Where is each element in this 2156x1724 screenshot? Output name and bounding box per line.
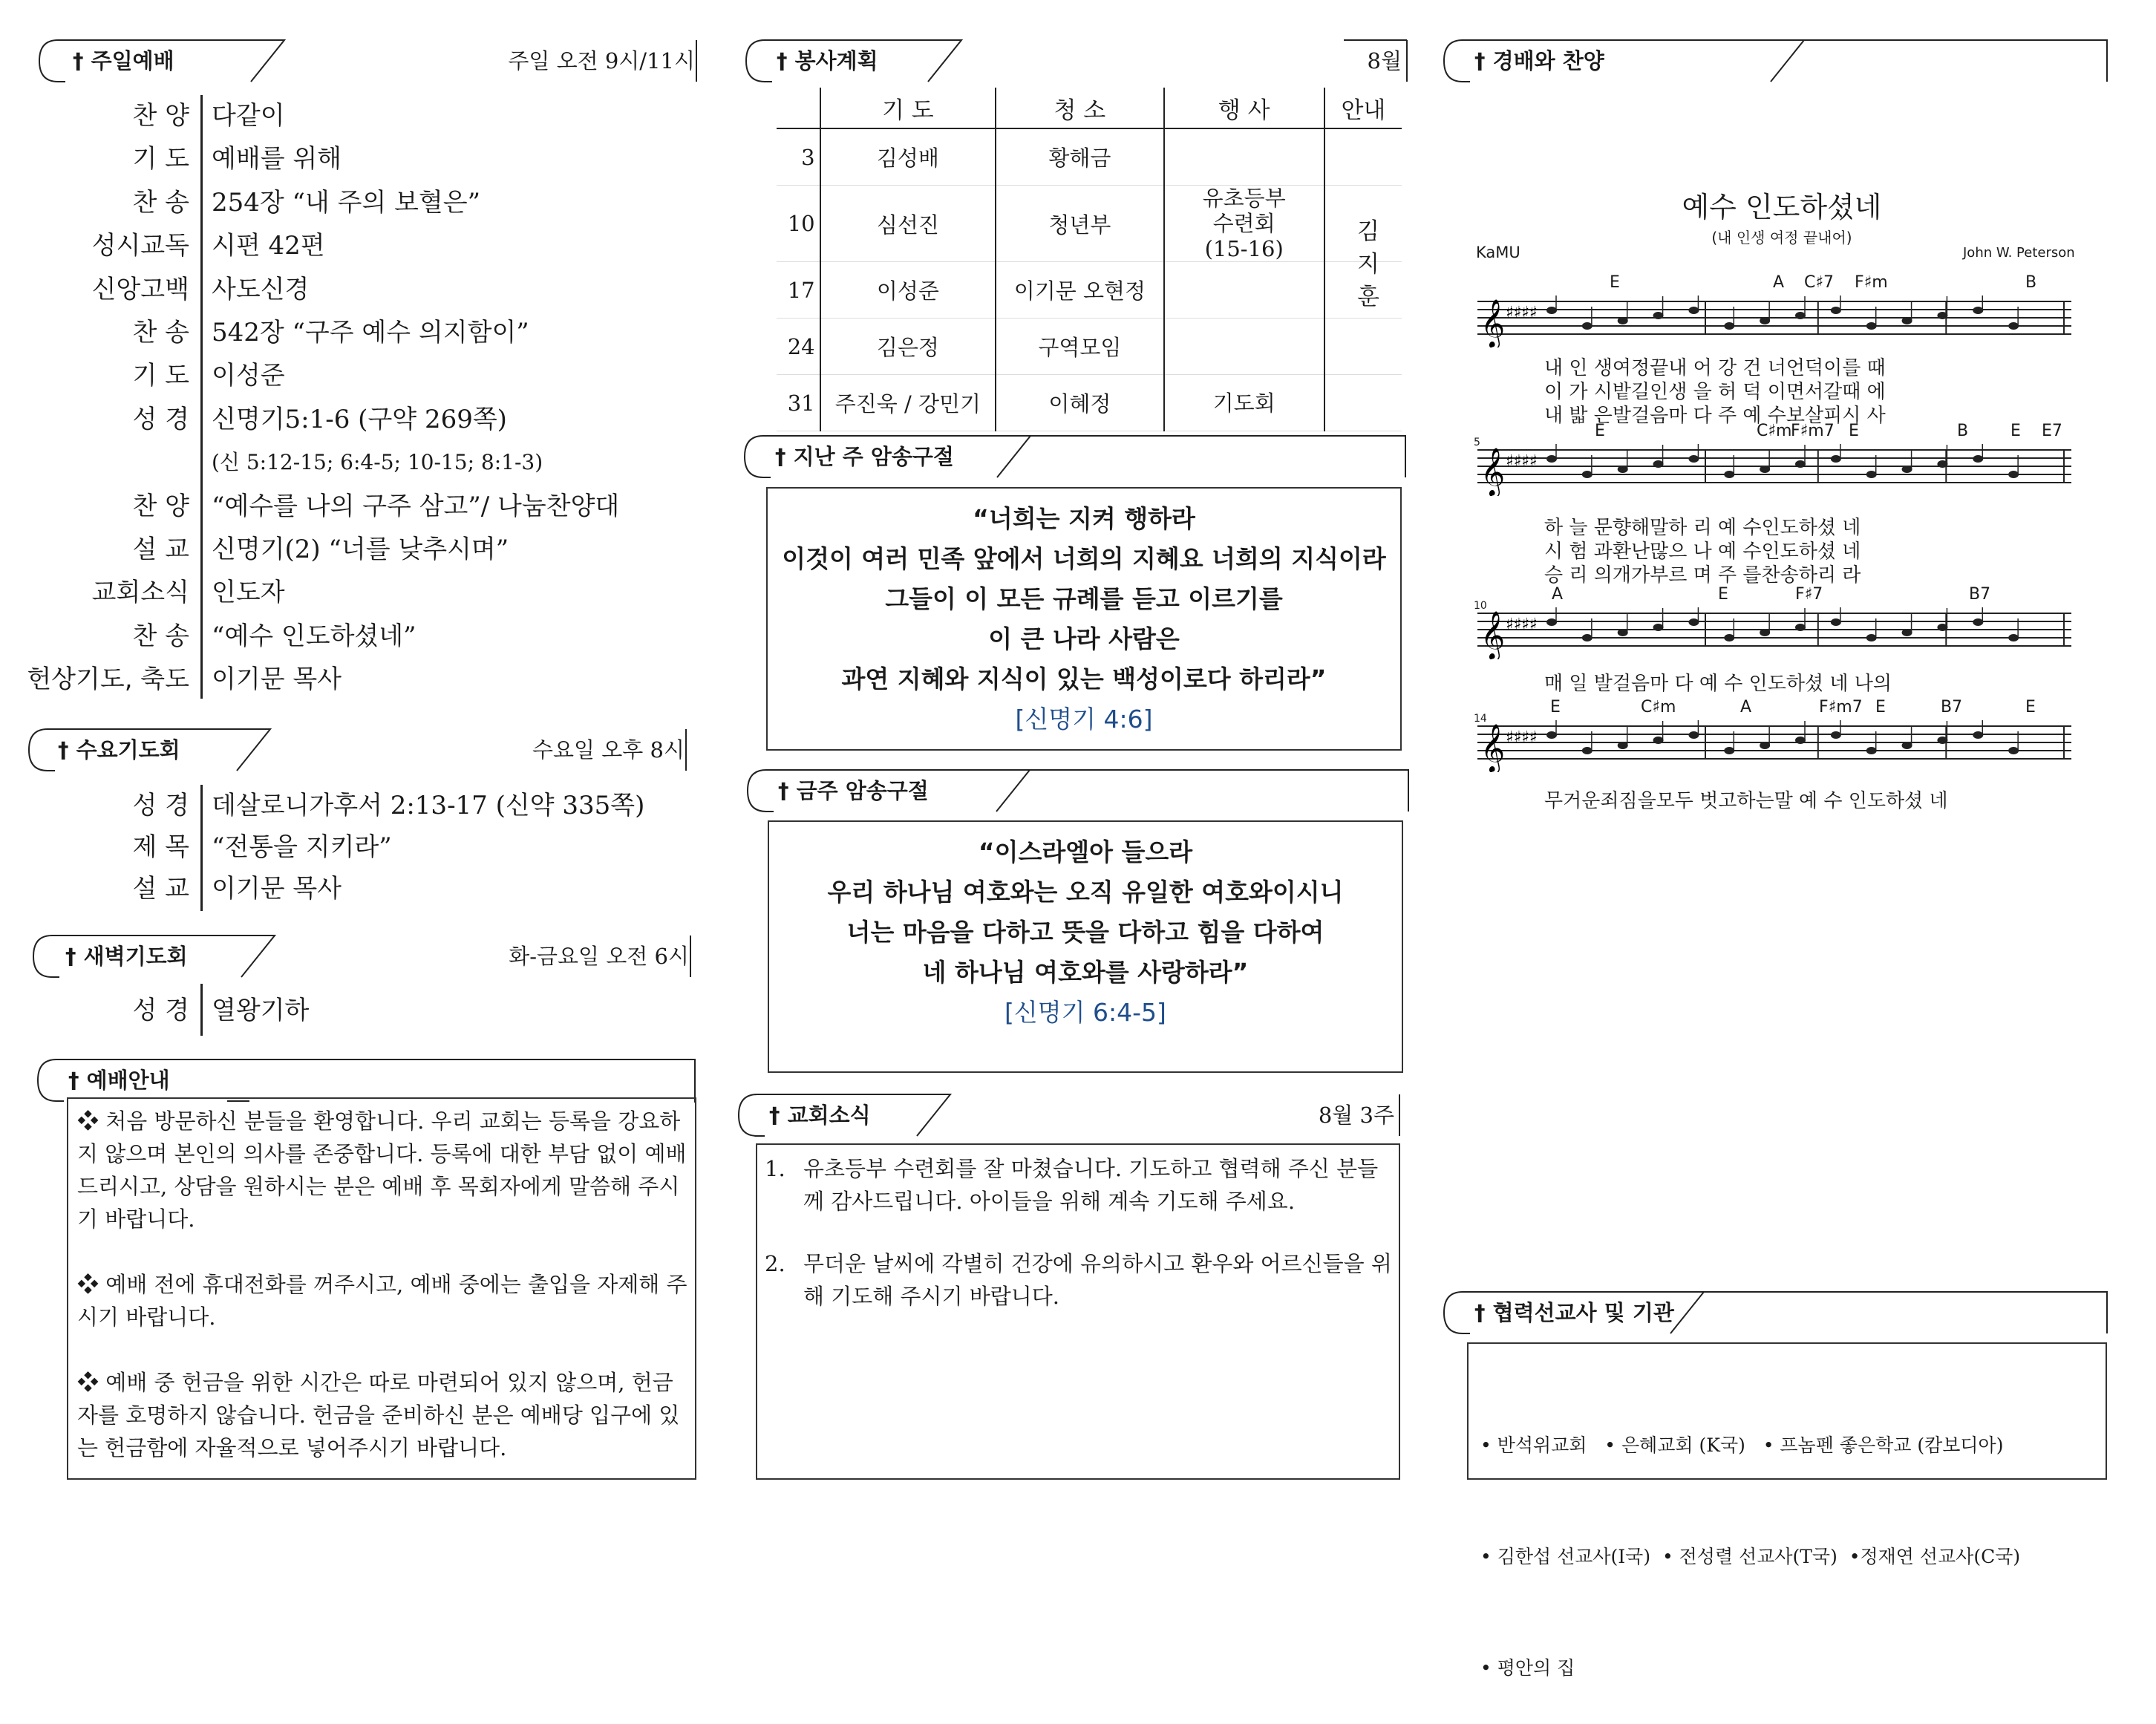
order-value: “예수 인도하셨네”: [212, 621, 416, 651]
table-row: [777, 319, 1402, 375]
service-plan-header: [742, 39, 1411, 83]
table-cell: 이혜정: [996, 375, 1163, 431]
order-label: 기 도: [132, 361, 189, 391]
order-value: 신명기(2) “너를 낮추시며”: [212, 535, 509, 564]
music-staff: [1470, 296, 2086, 347]
table-cell: 주진욱 / 강민기: [820, 375, 996, 431]
order-row: [30, 785, 645, 826]
chord-symbol: C♯m: [1641, 698, 1676, 716]
chord-symbol: F♯7: [1795, 585, 1823, 604]
verse-line: 과연 지혜와 지식이 있는 백성이로다 하리라”: [841, 665, 1327, 693]
order-value: “예수를 나의 구주 삼고”/ 나눔찬양대: [212, 491, 620, 521]
last-week-verse-header: [741, 434, 1409, 479]
col-header: 청 소: [996, 88, 1163, 128]
verse-line: 그들이 이 모든 규례를 듣고 이르기를: [885, 584, 1283, 613]
dawn-header: [30, 934, 698, 979]
order-row: [30, 182, 480, 223]
verse-line: 우리 하나님 여호와는 오직 유일한 여호와이시니: [827, 878, 1344, 907]
svg-text:𝄞: 𝄞: [1480, 611, 1506, 659]
chord-symbol: E: [1595, 422, 1605, 440]
order-label: 기 도: [132, 144, 189, 174]
order-value: 열왕기하: [212, 996, 310, 1025]
table-cell: 24: [777, 319, 820, 375]
chord-symbol: E: [1849, 422, 1859, 440]
col-header: 기 도: [820, 88, 996, 128]
order-label: 찬 양: [132, 491, 189, 521]
chord-symbol: B7: [1941, 698, 1963, 716]
item-number: 2.: [765, 1251, 785, 1276]
chord-symbol: E: [1875, 698, 1886, 716]
verse-reference: [신명기 6:4-5]: [1004, 998, 1166, 1027]
section-title: † 주일예배: [73, 48, 174, 74]
order-label: 찬 송: [132, 318, 189, 347]
order-value: (신 5:12-15; 6:4-5; 10-15; 8:1-3): [212, 450, 543, 475]
order-value: 사도신경: [212, 274, 310, 304]
last-week-verse-box: [766, 487, 1402, 751]
table-row: [777, 262, 1402, 319]
missionary-line: • 반석위교회 • 은혜교회 (K국) • 프놈펜 좋은학교 (캄보디아): [1480, 1434, 2004, 1456]
news-week: 8월 3주: [1318, 1103, 1394, 1128]
chord-symbol: A: [1552, 585, 1564, 604]
measure-number: 5: [1474, 437, 1480, 448]
order-value: 이기문 목사: [212, 665, 342, 695]
table-cell: [1164, 319, 1324, 375]
table-cell: 기도회: [1164, 375, 1324, 431]
order-value: 254장 “내 주의 보혈은”: [212, 187, 480, 218]
table-cell: 황해금: [996, 128, 1163, 186]
church-news-header: [735, 1093, 1403, 1137]
svg-text:♯♯♯♯: ♯♯♯♯: [1506, 728, 1538, 747]
table-cell: 이성준: [820, 262, 996, 319]
table-row: [777, 186, 1402, 262]
missionary-line: • 평안의 집: [1480, 1657, 1575, 1679]
order-value: 이성준: [212, 361, 285, 391]
item-number: 1.: [765, 1156, 785, 1181]
chord-symbol: E: [1610, 273, 1620, 292]
section-title: † 지난 주 암송구절: [775, 444, 954, 469]
table-cell: [1164, 262, 1324, 319]
chord-symbol: A: [1773, 273, 1785, 292]
svg-text:𝄞: 𝄞: [1480, 448, 1506, 496]
table-cell: 10: [777, 186, 820, 262]
section-time: 화-금요일 오전 6시: [509, 944, 689, 969]
section-time: 주일 오전 9시/11시: [508, 48, 695, 74]
section-title: † 수요기도회: [58, 737, 180, 763]
measure-number: 14: [1474, 713, 1487, 725]
order-label: 제 목: [132, 832, 189, 862]
order-label: 성 경: [132, 404, 189, 434]
table-cell: 3: [777, 128, 820, 186]
sunday-worship-header: [36, 39, 704, 83]
music-staff: [1470, 607, 2086, 659]
section-title: † 금주 암송구절: [778, 778, 929, 803]
worship-guide-header: [34, 1058, 702, 1103]
verse-line: 너는 마음을 다하고 뜻을 다하고 힘을 다하여: [846, 918, 1324, 947]
chord-symbol: C♯m: [1757, 422, 1792, 440]
lyric-line: 내 인 생여정끝내 어 강 건 너언덕이를 때: [1544, 357, 1886, 379]
order-row: [30, 355, 285, 396]
section-title: † 협력선교사 및 기관: [1474, 1300, 1674, 1325]
order-row: [30, 529, 509, 570]
lyric-line: 매 일 발걸음마 다 예 수 인도하셨 네 나의: [1544, 673, 1892, 695]
divider: [200, 785, 203, 911]
hymn-title: 예수 인도하셨네: [1682, 191, 1882, 223]
order-value: 이기문 목사: [212, 874, 342, 904]
chord-symbol: A: [1740, 698, 1752, 716]
order-label: 성 경: [132, 996, 189, 1025]
lyric-line: 내 밟 은발걸음마 다 주 예 수보살피시 사: [1544, 405, 1886, 427]
this-week-verse-header: [744, 768, 1412, 813]
order-row: [30, 138, 342, 180]
worship-guide-text: [77, 1105, 690, 1464]
section-title: † 새벽기도회: [65, 944, 188, 969]
table-cell: 유초등부 수련회(15-16): [1164, 186, 1324, 262]
table-cell: 이기문 오현정: [996, 262, 1163, 319]
order-row: [30, 826, 392, 868]
table-cell: 김은정: [820, 319, 996, 375]
chord-symbol: E: [2010, 422, 2021, 440]
this-week-verse-box: [768, 820, 1403, 1073]
guide-paragraph: ❖ 예배 중 헌금을 위한 시간은 따로 마련되어 있지 않으며, 헌금자를 호명하지 않습니다. 헌금을 준비하신 분은 예배당 입구에 있는 헌금함에 자율적으로 넣어주시기 바랍니다.: [77, 1370, 680, 1460]
order-value: 542장 “구주 예수 의지함이”: [212, 318, 529, 347]
order-row: [27, 659, 342, 700]
missionary-line: • 김한섭 선교사(I국) • 전성렬 선교사(T국) •정재연 선교사(C국): [1480, 1546, 2021, 1567]
verse-reference: [신명기 4:6]: [1015, 705, 1153, 734]
divider: [200, 984, 203, 1036]
missionaries-list: [1480, 1353, 2097, 1724]
table-row: [777, 128, 1402, 186]
wednesday-header: [25, 728, 693, 772]
table-cell: 17: [777, 262, 820, 319]
order-label: 교회소식: [91, 578, 189, 608]
guide-name: [1342, 215, 1394, 313]
item-text: 무더운 날씨에 각별히 건강에 유의하시고 환우와 어르신들을 위해 기도해 주시기 바랍니다.: [803, 1251, 1392, 1309]
order-row: [30, 486, 620, 527]
order-value: 신명기5:1-6 (구약 269쪽): [212, 404, 507, 434]
section-title: † 교회소식: [769, 1103, 871, 1128]
section-time: 수요일 오후 8시: [532, 737, 685, 763]
order-value: 다같이: [212, 101, 285, 131]
order-row: [30, 442, 543, 483]
chord-symbol: E7: [2042, 422, 2062, 440]
order-label: 헌상기도, 축도: [27, 665, 189, 695]
order-row: [30, 990, 310, 1031]
order-label: 찬 양: [132, 101, 189, 131]
order-value: 예배를 위해: [212, 144, 342, 174]
svg-text:♯♯♯♯: ♯♯♯♯: [1506, 616, 1538, 634]
hymn-composer: John W. Peterson: [1963, 245, 2075, 261]
list-item: [765, 1152, 1392, 1218]
lyric-line: 승 리 의개가부르 며 주 를찬송하리 라: [1544, 564, 1861, 587]
table-cell: [1324, 319, 1402, 375]
verse-line: 네 하나님 여호와를 사랑하라”: [922, 958, 1249, 987]
order-label: 찬 송: [132, 187, 189, 218]
order-label: 찬 송: [132, 621, 189, 651]
lyric-line: 무거운죄짐을모두 벗고하는말 예 수 인도하셨 네: [1544, 790, 1948, 812]
order-row: [30, 868, 342, 910]
order-label: 성시교독: [91, 231, 189, 261]
chord-symbol: F♯m7: [1791, 422, 1835, 440]
table-cell: 심선진: [820, 186, 996, 262]
service-plan-table: [777, 88, 1402, 431]
measure-number: 10: [1474, 600, 1487, 612]
table-cell: [1164, 128, 1324, 186]
section-title: † 경배와 찬양: [1474, 48, 1604, 74]
item-text: 유초등부 수련회를 잘 마쳤습니다. 기도하고 협력해 주신 분들께 감사드립니다. 아이들을 위해 계속 기도해 주세요.: [803, 1156, 1379, 1214]
lyric-line: 시 험 과환난많으 나 예 수인도하셨 네: [1544, 541, 1861, 563]
table-row: [777, 375, 1402, 431]
order-label: 설 교: [132, 874, 189, 904]
table-cell: 김성배: [820, 128, 996, 186]
hymn-subtitle: (내 인생 여정 끝내어): [1711, 229, 1852, 246]
svg-text:𝄞: 𝄞: [1480, 299, 1506, 347]
church-news-list: [765, 1152, 1392, 1313]
list-item: [765, 1247, 1392, 1313]
order-row: [30, 616, 416, 657]
verse-line: 이것이 여러 민족 앞에서 너희의 지혜요 너희의 지식이라: [782, 544, 1386, 573]
order-value: 데살로니가후서 2:13-17 (신약 335쪽): [212, 791, 645, 820]
table-cell: [1324, 375, 1402, 431]
order-row: [30, 312, 529, 353]
hymn-publisher: KaMU: [1476, 244, 1520, 261]
chord-symbol: B: [2025, 273, 2037, 292]
table-header-row: [777, 88, 1402, 128]
guide-paragraph: ❖ 처음 방문하신 분들을 환영합니다. 우리 교회는 등록을 강요하지 않으며 본인의 의사를 존중합니다. 등록에 대한 부담 없이 예배드리시고, 상담을 원하시는 분은 예배 후 목회자에게 말씀해 주시기 바랍니다.: [77, 1108, 687, 1232]
chord-symbol: E: [1718, 585, 1728, 604]
table-cell: 청년부: [996, 186, 1163, 262]
order-label: 설 교: [132, 535, 189, 564]
section-title: † 봉사계획: [777, 48, 878, 74]
chord-symbol: B7: [1969, 585, 1991, 604]
chord-symbol: E: [1550, 698, 1561, 716]
order-label: 성 경: [132, 791, 189, 820]
order-row: [30, 95, 285, 137]
order-row: [30, 399, 507, 440]
svg-text:♯♯♯♯: ♯♯♯♯: [1506, 304, 1538, 322]
section-title: † 예배안내: [68, 1068, 170, 1093]
service-month: 8월: [1367, 48, 1402, 74]
chord-symbol: F♯m7: [1819, 698, 1863, 716]
chord-symbol: F♯m: [1855, 273, 1888, 292]
col-header: 안내: [1324, 88, 1402, 128]
order-value: 시편 42편: [212, 231, 325, 261]
verse-line: 이 큰 나라 사람은: [988, 624, 1180, 653]
music-staff: [1470, 444, 2086, 496]
divider: [200, 95, 203, 699]
svg-text:♯♯♯♯: ♯♯♯♯: [1506, 452, 1538, 471]
table-cell: [1324, 128, 1402, 186]
music-staff: [1470, 720, 2086, 772]
order-row: [30, 572, 285, 613]
hymn-header: [1440, 39, 2108, 83]
chord-symbol: B: [1957, 422, 1969, 440]
guide-text: 김 지 훈: [1357, 218, 1379, 310]
chord-symbol: E: [2025, 698, 2036, 716]
verse-line: “너희는 지켜 행하라: [973, 504, 1195, 533]
table-cell: 31: [777, 375, 820, 431]
verse-line: “이스라엘아 들으라: [978, 837, 1193, 866]
missionaries-header: [1440, 1290, 2108, 1335]
order-value: 인도자: [212, 578, 285, 608]
order-row: [30, 225, 325, 267]
lyric-line: 이 가 시밭길인생 을 허 덕 이면서갈때 에: [1544, 381, 1886, 403]
chord-symbol: C♯7: [1804, 273, 1835, 292]
order-row: [30, 269, 310, 310]
svg-text:𝄞: 𝄞: [1480, 724, 1506, 772]
guide-paragraph: ❖ 예배 전에 휴대전화를 꺼주시고, 예배 중에는 출입을 자제해 주시기 바랍니다.: [77, 1272, 687, 1330]
order-label: 신앙고백: [91, 274, 189, 304]
table-cell: 구역모임: [996, 319, 1163, 375]
order-value: “전통을 지키라”: [212, 832, 392, 862]
lyric-line: 하 늘 문향해말하 리 예 수인도하셨 네: [1544, 517, 1861, 539]
col-header: 행 사: [1164, 88, 1324, 128]
